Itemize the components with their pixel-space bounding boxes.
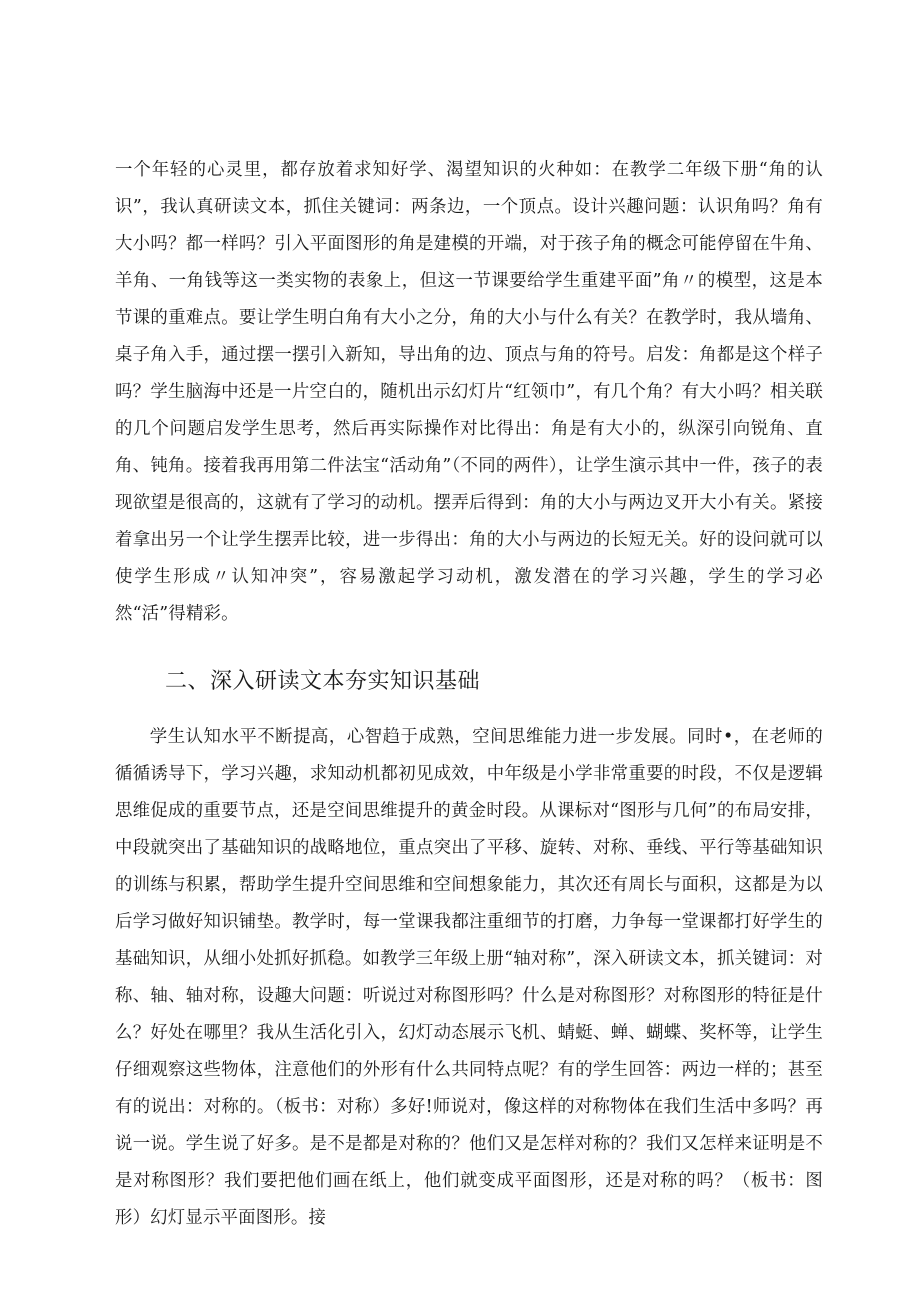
body-paragraph: 一个年轻的心灵里，都存放着求知好学、渴望知识的火种如：在教学二年级下册“角的认识”，我认真研读文本，抓住关键词：两条边，一个顶点。设计兴趣问题：认识角吗？角有大小吗？都一样吗？引入平面图形的角是建模的开端，对于孩子角的概念可能停留在牛角、羊角、一角钱等这一类实物的表象上，但这一节课要给学生重建平面”角〃的模型，这是本节课的重难点。要让学生明白角有大小之分，角的大小与什么有关？在教学时，我从墙角、桌子角入手，通过摆一摆引入新知，导出角的边、顶点与角的符号。启发：角都是这个样子吗？学生脑海中还是一片空白的，随机出示幻灯片“红领巾”，有几个角？有大小吗？相关联的几个问题启发学生思考，然后再实际操作对比得出：角是有大小的，纵深引向锐角、直角、钝角。接着我再用第二件法宝“活动角”（不同的两件），让学生演示其中一件，孩子的表现欲望是很高的，这就有了学习的动机。摆弄后得到：角的大小与两边叉开大小有关。紧接着拿出另一个让学生摆弄比较，进一步得出：角的大小与两边的长短无关。好的设问就可以使学生形成〃认知冲突”，容易激起学习动机，激发潜在的学习兴趣，学生的学习必然“活”得精彩。 (115, 160, 823, 624)
body-paragraph: 学生认知水平不断提高，心智趋于成熟，空间思维能力进一步发展。同时•，在老师的循循诱导下，学习兴趣，求知动机都初见成效，中年级是小学非常重要的时段，不仅是逻辑思维促成的重要节点，还是空间思维提升的黄金时段。从课标对“图形与几何”的布局安排，中段就突出了基础知识的战略地位，重点突出了平移、旋转、对称、垂线、平行等基础知识的训练与积累，帮助学生提升空间思维和空间想象能力，其次还有周长与面积，这都是为以后学习做好知识铺垫。教学时，每一堂课我都注重细节的打磨，力争每一堂课都打好学生的基础知识，从细小处抓好抓稳。如教学三年级上册“轴对称”，深入研读文本，抓关键词：对称、轴、轴对称，设趣大问题：听说过对称图形吗？什么是对称图形？对称图形的特征是什么？好处在哪里？我从生活化引入，幻灯动态展示飞机、蜻蜓、蝉、蝴蝶、奖杯等，让学生仔细观察这些物体，注意他们的外形有什么共同特点呢？有的学生回答：两边一样的；甚至有的说出：对称的。（板书：对称）多好!师说对，像这样的对称物体在我们生活中多吗？再说一说。学生说了好多。是不是都是对称的？他们又是怎样对称的？我们又怎样来证明是不是对称图形？我们要把他们画在纸上，他们就变成平面图形，还是对称的吗？（板书：图形）幻灯显示平面图形。接 (115, 727, 823, 1228)
document-page (115, 152, 823, 1237)
section-heading: 二、深入研读文本夯实知识基础 (165, 669, 481, 694)
